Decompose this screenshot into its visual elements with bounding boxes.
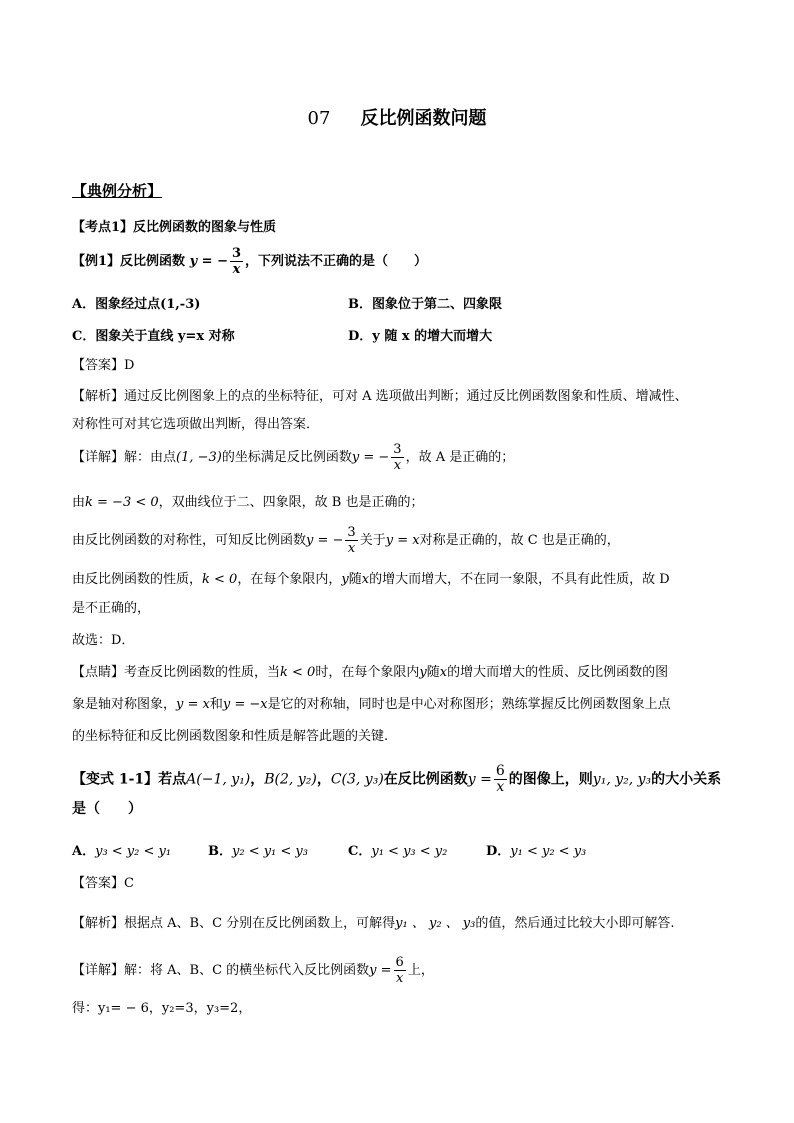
ex1-detail-line2 xyxy=(72,494,423,512)
kaodian-heading: 【考点1】反比例函数的图象与性质 xyxy=(72,220,277,235)
detail4-y: y xyxy=(341,572,349,587)
ex1-choose: 故选：D． xyxy=(72,633,135,648)
var1-detail-line1 xyxy=(72,955,434,986)
ex1-analysis-line2: 对称性可对其它选项做出判断，得出答案． xyxy=(72,417,320,432)
detail3-fraction xyxy=(345,525,357,556)
detail4-text-c: ，在每个象限内， xyxy=(237,572,342,587)
section-heading: 【典例分析】 xyxy=(72,182,163,200)
detail3-func: y = − xyxy=(306,533,344,548)
var1-option-c-label: C． xyxy=(348,844,372,859)
var1-analysis xyxy=(72,915,675,933)
var1-option-b-label: B． xyxy=(208,844,232,859)
ex1-suffix: ，下列说法不正确的是（ ） xyxy=(245,254,428,269)
detail1-text-c: 的坐标满足反比例函数 xyxy=(221,450,352,465)
var1-option-a-label: A． xyxy=(72,844,96,859)
dianjing2-text-e: 是它的对称轴，同时也是中心对称图形；熟练掌握反比例函数图象上点 xyxy=(267,697,671,712)
var1-analysis-vars: y₁ 、 y₂ 、 y₃ xyxy=(395,916,476,931)
ex1-func: y = − xyxy=(189,254,228,269)
ex1-detail-line5: 是不正确的， xyxy=(72,601,151,616)
detail1-numerator: 3 xyxy=(393,442,402,457)
var1-point-c: C(3, y₃) xyxy=(330,771,384,788)
detail1-func: y = − xyxy=(351,450,390,465)
page-title xyxy=(0,104,794,130)
detail2-text-c: ，双曲线位于二、四象限，故 B 也是正确的； xyxy=(158,495,424,510)
example-1-question xyxy=(72,246,427,277)
ex1-option-d: D．y 随 x 的增大而增大 xyxy=(348,329,493,344)
dianjing1-x: x xyxy=(439,665,448,680)
dianjing2-text-c: 和 xyxy=(209,697,223,712)
detail4-text-a: 由反比例函数的性质， xyxy=(72,572,203,587)
detail3-denominator: x xyxy=(347,541,356,556)
detail1-fraction xyxy=(391,442,403,473)
ex1-fraction xyxy=(230,246,243,277)
detail3-line: y = x xyxy=(385,533,420,548)
var1-detail-func: y = xyxy=(369,963,392,978)
dianjing1-text-g: 的增大而增大的性质、反比例函数的图 xyxy=(447,665,669,680)
var1-detail-line2: 得：y₁= − 6，y₂=3，y₃=2， xyxy=(72,1001,252,1016)
detail1-text-a: 【详解】解：由点 xyxy=(72,450,177,465)
var1-analysis-text: 【解析】根据点 A、B、C 分别在反比例函数上，可解得 xyxy=(72,916,396,931)
ex1-dianjing-line1 xyxy=(72,664,668,682)
ex1-option-a: A．图象经过点(1,-3) xyxy=(72,297,201,312)
var1-sep2: ， xyxy=(316,771,331,788)
ex1-detail-line1 xyxy=(72,442,514,473)
detail1-point: (1, −3) xyxy=(176,450,222,465)
ex1-analysis-line1: 【解析】通过反比例图象上的点的坐标特征，可对 A 选项做出判断；通过反比例函数图象和性质、增减性、 xyxy=(72,389,688,404)
var1-text-then: 的图像上，则 xyxy=(508,771,593,788)
var1-option-d-expr: y₁ < y₂ < y₃ xyxy=(510,844,587,859)
variant-1-question-line1 xyxy=(72,764,721,795)
var1-detail-fraction xyxy=(394,955,406,986)
var1-option-d-label: D． xyxy=(486,844,511,859)
dianjing1-text-e: 随 xyxy=(426,665,440,680)
detail3-text-c: 关于 xyxy=(359,533,386,548)
detail4-cond: k < 0 xyxy=(202,572,238,587)
ex1-dianjing-line2 xyxy=(72,696,671,714)
dianjing2-axis1: y = x xyxy=(176,697,210,712)
chapter-number: 07 xyxy=(307,108,331,129)
var1-option-a xyxy=(72,840,171,859)
var1-func: y = xyxy=(467,771,492,788)
var1-detail-text-c: 上， xyxy=(407,963,434,978)
var1-option-d xyxy=(486,840,586,859)
ex1-option-b: B．图象位于第二、四象限 xyxy=(348,297,502,312)
var1-analysis-end: 的值，然后通过比较大小即可解答. xyxy=(475,916,675,931)
var1-fraction xyxy=(494,764,507,795)
dianjing1-text-a: 【点睛】考查反比例函数的性质，当 xyxy=(72,665,281,680)
dianjing1-text-c: 时，在每个象限内 xyxy=(315,665,420,680)
detail4-text-e: 随 xyxy=(348,572,362,587)
ex1-prefix: 【例1】反比例函数 xyxy=(72,254,186,269)
ex1-option-c: C．图象关于直线 y=x 对称 xyxy=(72,329,235,344)
var1-prefix: 【变式 1-1】若点 xyxy=(72,771,187,788)
var1-text-mid: 在反比例函数 xyxy=(383,771,468,788)
detail2-expr: k = −3 < 0 xyxy=(85,495,159,510)
var1-option-c-expr: y₁ < y₃ < y₂ xyxy=(371,844,448,859)
var1-text-end: 的大小关系 xyxy=(651,771,722,788)
ex1-denominator: x xyxy=(232,262,241,277)
dianjing1-y: y xyxy=(419,665,427,680)
var1-option-b xyxy=(208,840,308,859)
var1-option-a-expr: y₃ < y₂ < y₁ xyxy=(95,844,172,859)
var1-answer: 【答案】C xyxy=(72,876,134,891)
var1-point-a: A(−1, y₁) xyxy=(186,771,251,788)
detail3-text-a: 由反比例函数的对称性，可知反比例函数 xyxy=(72,533,307,548)
var1-point-b: B(2, y₂) xyxy=(264,771,317,788)
var1-sep1: ， xyxy=(250,771,265,788)
var1-denominator: x xyxy=(496,779,505,795)
detail1-denominator: x xyxy=(393,458,402,473)
ex1-answer: 【答案】D xyxy=(72,358,135,373)
var1-detail-numerator: 6 xyxy=(395,955,404,970)
detail1-text-e: ，故 A 是正确的； xyxy=(405,450,515,465)
var1-vars: y₁, y₂, y₃ xyxy=(592,771,652,788)
variant-1-question-line2: 是（ ） xyxy=(72,801,142,817)
ex1-dianjing-line3: 的坐标特征和反比例函数图象和性质是解答此题的关键. xyxy=(72,729,389,744)
ex1-numerator: 3 xyxy=(231,246,242,261)
var1-option-b-expr: y₂ < y₁ < y₃ xyxy=(232,844,308,859)
dianjing2-text-a: 象是轴对称图象， xyxy=(72,697,177,712)
ex1-detail-line4 xyxy=(72,571,670,589)
ex1-detail-line3 xyxy=(72,525,620,556)
detail4-x: x xyxy=(361,572,370,587)
chapter-title: 反比例函数问题 xyxy=(360,108,487,129)
dianjing2-axis2: y = −x xyxy=(222,697,268,712)
var1-detail-text-a: 【详解】解：将 A、B、C 的横坐标代入反比例函数 xyxy=(72,963,370,978)
dianjing1-cond: k < 0 xyxy=(280,665,316,680)
detail4-text-g: 的增大而增大，不在同一象限，不具有此性质，故 D xyxy=(369,572,670,587)
var1-detail-denominator: x xyxy=(396,971,404,986)
detail3-text-e: 对称是正确的，故 C 也是正确的， xyxy=(419,533,620,548)
detail3-numerator: 3 xyxy=(347,525,356,540)
var1-numerator: 6 xyxy=(495,763,505,779)
detail2-text-a: 由 xyxy=(72,495,86,510)
var1-option-c xyxy=(348,840,447,859)
